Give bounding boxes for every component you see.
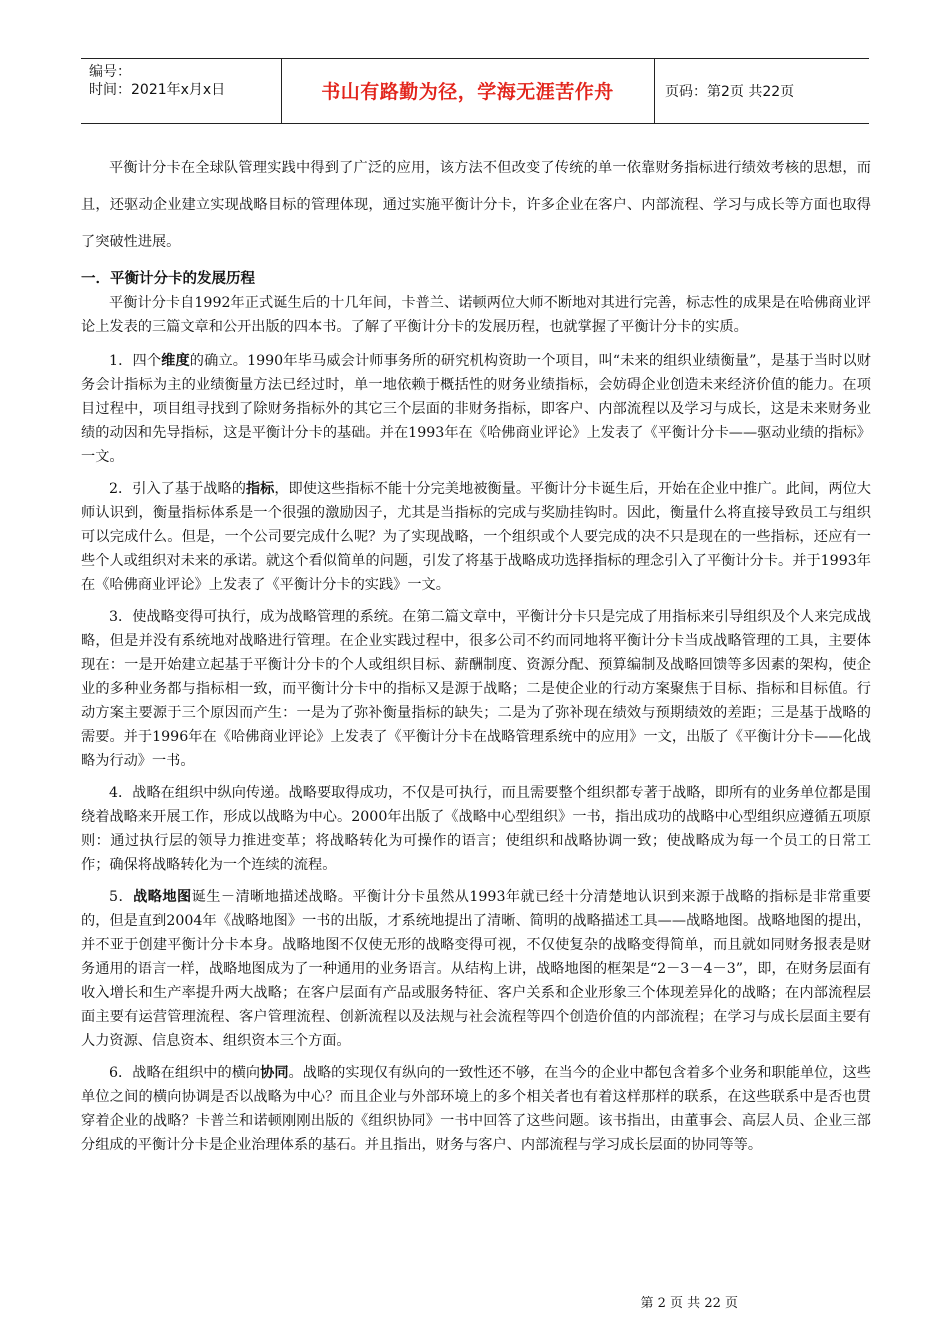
section-heading: 一．平衡计分卡的发展历程 xyxy=(81,271,255,287)
intro-paragraph: 平衡计分卡在全球队管理实践中得到了广泛的应用，该方法不但改变了传统的单一依靠财务指标进行绩效考核的思想，而且，还驱动企业建立实现战略目标的管理体现，通过实施平衡计分卡，许多企业在客户、内部流程、学习与成长等方面也取得了突破性进展。 xyxy=(81,160,871,250)
header-page-info: 页码：第2页 共22页 xyxy=(665,84,795,100)
list-item: 3．使战略变得可执行，成为战略管理的系统。在第二篇文章中，平衡计分卡只是完成了用指标来引导组织及个人来完成战略，但是并没有系统地对战略进行管理。在企业实践过程中，很多公司不约而同地将平衡计分卡当成战略管理的工具，主要体现在：一是开始建立起基于平衡计分卡的个人或组织目标、薪酬制度、资源分配、预算编制及战略回馈等多因素的架构，使企业的多种业务都与指标相一致，而平衡计分卡中的指标又是源于战略；二是使企业的行动方案聚焦于目标、指标和目标值。行动方案主要源于三个原因而产生：一是为了弥补衡量指标的缺失；二是为了弥补现在绩效与预期绩效的差距；三是基于战略的需要。并于1996年在《哈佛商业评论》上发表了《平衡计分卡在战略管理系统中的应用》一文，出版了《平衡计分卡——化战略为行动》一书。 xyxy=(81,609,871,769)
section-lead: 平衡计分卡自1992年正式诞生后的十几年间，卡普兰、诺顿两位大师不断地对其进行完善，标志性的成果是在哈佛商业评论上发表的三篇文章和公开出版的四本书。了解了平衡计分卡的发展历程，也就掌握了平衡计分卡的实质。 xyxy=(81,295,871,335)
header-slogan: 书山有路勤为径，学海无涯苦作舟 xyxy=(321,81,614,103)
page-footer: 第 2 页 共 22 页 xyxy=(640,1296,738,1311)
document-body xyxy=(81,150,871,1165)
list-item: 1．四个维度的确立。1990年毕马威会计师事务所的研究机构资助一个项目，叫“未来的组织业绩衡量”，是基于当时以财务会计指标为主的业绩衡量方法已经过时，单一地依赖于概括性的财务业绩指标，会妨碍企业创造未来经济价值的能力。在项目过程中，项目组寻找到了除财务指标外的其它三个层面的非财务指标，即客户、内部流程以及学习与成长，这是未来财务业绩的动因和先导指标，这是平衡计分卡的基础。并在1993年在《哈佛商业评论》上发表了《平衡计分卡——驱动业绩的指标》一文。 xyxy=(81,353,871,465)
time-label: 时间：2021年x月x日 xyxy=(89,82,226,98)
list-item: 4．战略在组织中纵向传递。战略要取得成功，不仅是可执行，而且需要整个组织都专著于战略，即所有的业务单位都是围绕着战略来开展工作，形成以战略为中心。2000年出版了《战略中心型组织》一书，指出成功的战略中心型组织应遵循五项原则：通过执行层的领导力推进变革；将战略转化为可操作的语言；使组织和战略协调一致；使战略成为每一个员工的日常工作；确保将战略转化为一个连续的流程。 xyxy=(81,785,871,873)
number-label: 编号： xyxy=(89,64,131,80)
list-item: 2．引入了基于战略的指标，即使这些指标不能十分完美地被衡量。平衡计分卡诞生后，开始在企业中推广。此间，两位大师认识到，衡量指标体系是一个很强的激励因子，尤其是当指标的完成与奖励挂钩时。因此，衡量什么将直接导致员工与组织可以完成什么。但是，一个公司要完成什么呢？为了实现战略，一个组织或个人要完成的决不只是现在的一些指标，还应有一些个人或组织对未来的承诺。就这个看似简单的问题，引发了将基于战略成功选择指标的理念引入了平衡计分卡。并于1993年在《哈佛商业评论》上发表了《平衡计分卡的实践》一文。 xyxy=(81,481,871,593)
header-divider xyxy=(654,59,655,123)
list-item: 5．战略地图诞生－清晰地描述战略。平衡计分卡虽然从1993年就已经十分清楚地认识到来源于战略的指标是非常重要的，但是直到2004年《战略地图》一书的出版，才系统地提出了清晰、简明的战略描述工具——战略地图。战略地图的提出，并不亚于创建平衡计分卡本身。战略地图不仅使无形的战略变得可视，不仅使复杂的战略变得简单，而且就如同财务报表是财务通用的语言一样，战略地图成为了一种通用的业务语言。从结构上讲，战略地图的框架是“2－3－4－3”，即，在财务层面有收入增长和生产率提升两大战略；在客户层面有产品或服务特征、客户关系和企业形象三个体现差异化的战略；在内部流程层面主要有运营管理流程、客户管理流程、创新流程以及法规与社会流程等四个创造价值的内部流程；在学习与成长层面主要有人力资源、信息资本、组织资本三个方面。 xyxy=(81,889,871,1049)
page-header xyxy=(81,58,869,124)
header-meta xyxy=(89,63,225,99)
list-item: 6．战略在组织中的横向协同。战略的实现仅有纵向的一致性还不够，在当今的企业中都包含着多个业务和职能单位，这些单位之间的横向协调是否以战略为中心？而且企业与外部环境上的多个相关者也有着这样那样的联系，在这些联系中是否也贯穿着企业的战略？卡普兰和诺顿刚刚出版的《组织协同》一书中回答了这些问题。该书指出，由董事会、高层人员、企业三部分组成的平衡计分卡是企业治理体系的基石。并且指出，财务与客户、内部流程与学习成长层面的协同等等。 xyxy=(81,1065,871,1153)
